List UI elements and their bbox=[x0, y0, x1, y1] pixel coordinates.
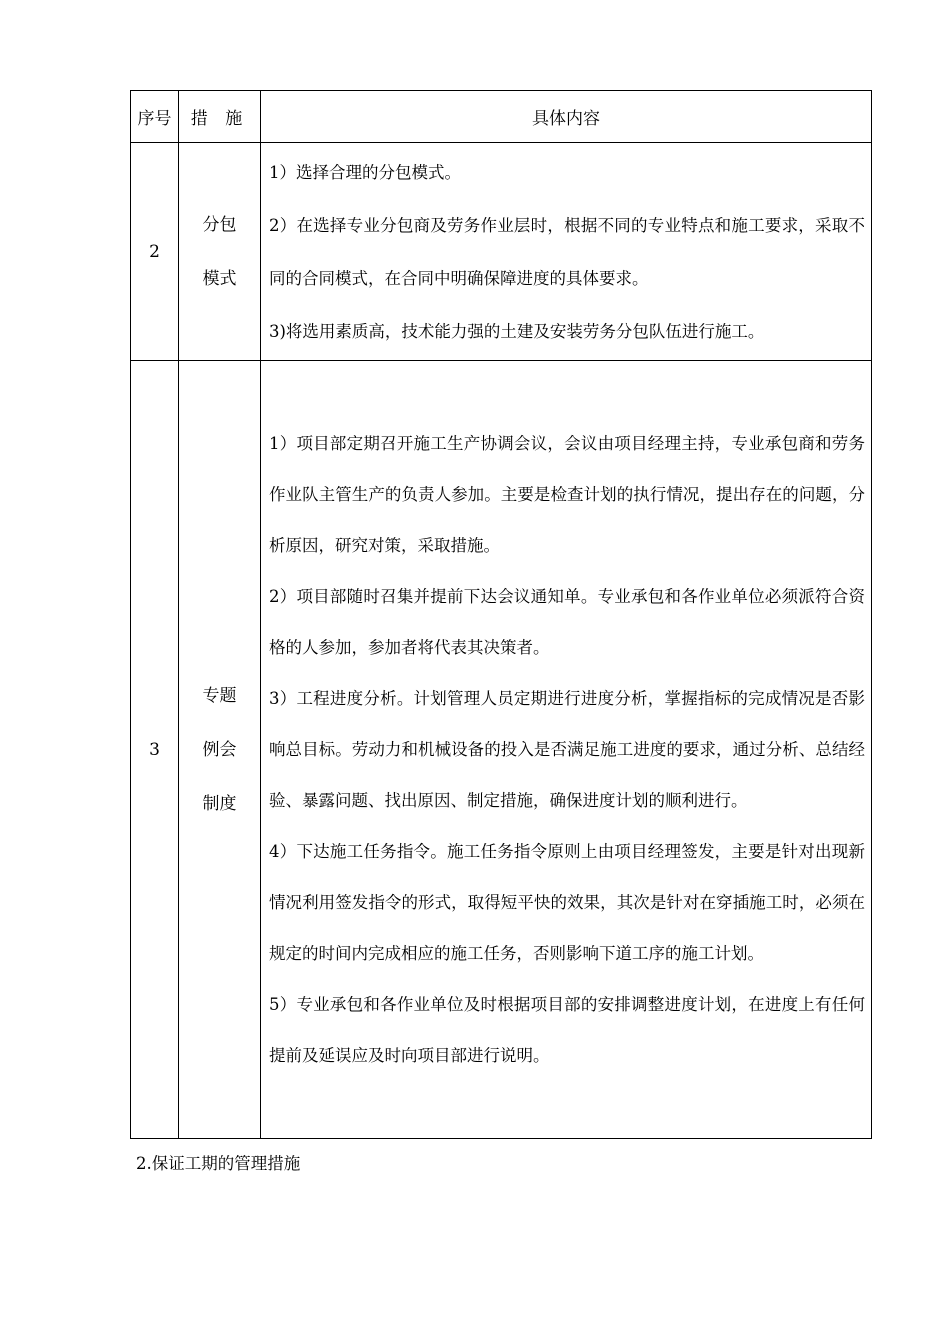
table-header-row bbox=[131, 91, 872, 143]
row-content bbox=[261, 361, 872, 1139]
row-measure bbox=[179, 361, 261, 1139]
row-content bbox=[261, 143, 872, 361]
content-paragraph: 3)将选用素质高，技术能力强的土建及安装劳务分包队伍进行施工。 bbox=[269, 321, 765, 341]
table-row bbox=[131, 361, 872, 1139]
measures-table bbox=[130, 90, 872, 1139]
content-paragraph: 5）专业承包和各作业单位及时根据项目部的安排调整进度计划，在进度上有任何提前及延误应及时向项目部进行说明。 bbox=[269, 995, 865, 1065]
content-paragraph: 3）工程进度分析。计划管理人员定期进行进度分析，掌握指标的完成情况是否影响总目标。劳动力和机械设备的投入是否满足施工进度的要求，通过分析、总结经验、暴露问题、找出原因、制定措施，确保进度计划的顺利进行。 bbox=[269, 689, 865, 810]
measure-line: 分包 bbox=[202, 214, 237, 235]
header-seq: 序号 bbox=[131, 91, 179, 143]
content-paragraph: 2）项目部随时召集并提前下达会议通知单。专业承包和各作业单位必须派符合资格的人参加，参加者将代表其决策者。 bbox=[269, 587, 865, 657]
content-paragraph: 2）在选择专业分包商及劳务作业层时，根据不同的专业特点和施工要求，采取不同的合同模式，在合同中明确保障进度的具体要求。 bbox=[269, 215, 865, 288]
content-paragraph: 1）项目部定期召开施工生产协调会议，会议由项目经理主持，专业承包商和劳务作业队主管生产的负责人参加。主要是检查计划的执行情况，提出存在的问题，分析原因，研究对策，采取措施。 bbox=[269, 434, 865, 555]
header-content: 具体内容 bbox=[261, 91, 872, 143]
content-paragraph: 1）选择合理的分包模式。 bbox=[269, 162, 461, 182]
table-row bbox=[131, 143, 872, 361]
measure-line: 制度 bbox=[202, 793, 237, 814]
measure-line: 模式 bbox=[202, 268, 237, 289]
row-measure bbox=[179, 143, 261, 361]
row-seq: 2 bbox=[131, 143, 179, 361]
header-measure: 措 施 bbox=[179, 91, 261, 143]
section-heading: 2.保证工期的管理措施 bbox=[136, 1154, 301, 1173]
measure-line: 专题 bbox=[202, 685, 237, 706]
row-seq: 3 bbox=[131, 361, 179, 1139]
content-paragraph: 4）下达施工任务指令。施工任务指令原则上由项目经理签发，主要是针对出现新情况利用签发指令的形式，取得短平快的效果，其次是针对在穿插施工时，必须在规定的时间内完成相应的施工任务，否则影响下道工序的施工计划。 bbox=[269, 842, 865, 963]
measure-line: 例会 bbox=[202, 739, 237, 760]
